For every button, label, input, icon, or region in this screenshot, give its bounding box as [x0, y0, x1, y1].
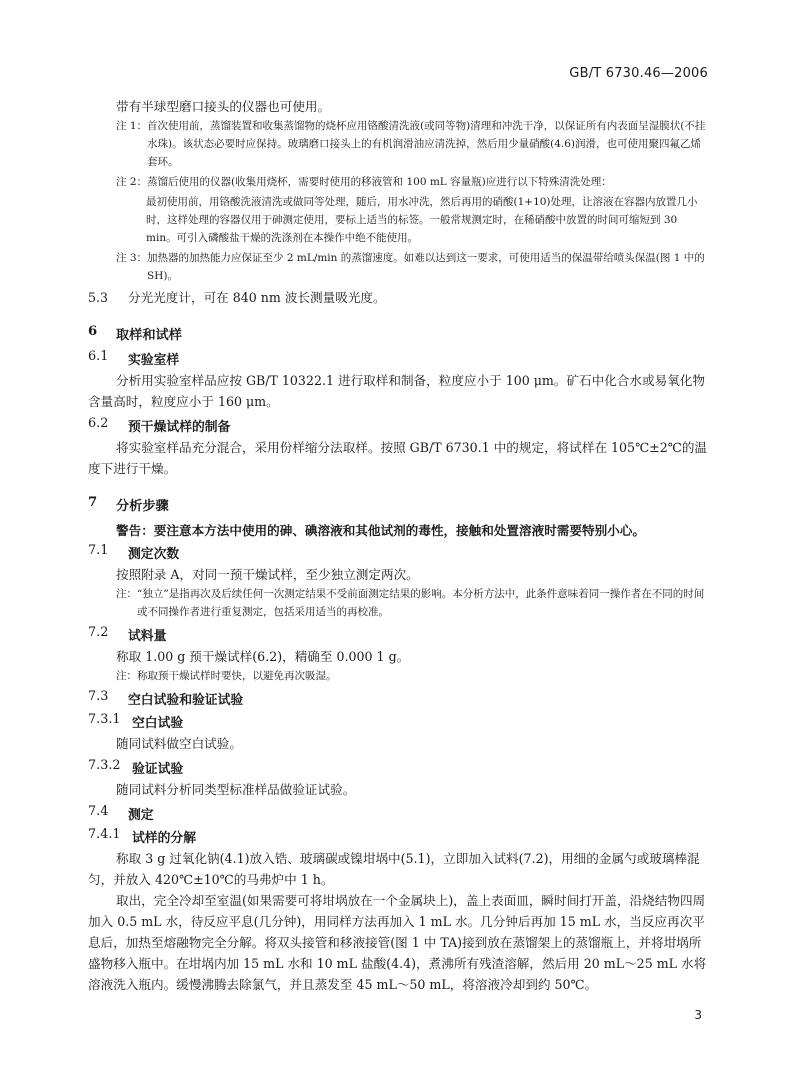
- section-number: 6: [88, 324, 98, 339]
- section-6-heading: [88, 324, 708, 343]
- section-number: 7.4.1: [88, 827, 121, 842]
- section-7-3-2-heading: [88, 758, 708, 777]
- section-6-2-body: 将实验室样品充分混合，采用份样缩分法取样。按照 GB/T 6730.1 中的规定，将试样在 105℃±2℃的温度下进行干燥。: [88, 440, 708, 476]
- note-1: [88, 117, 708, 171]
- section-text: 分光光度计，可在 840 nm 波长测量吸光度。: [128, 290, 386, 305]
- section-7-4-heading: [88, 804, 708, 823]
- note-text: 称取预干燥试样时要快，以避免再次吸湿。: [137, 670, 337, 682]
- section-number: 7.3.2: [88, 758, 121, 773]
- section-title: 测定: [128, 808, 154, 823]
- standard-code-header: GB/T 6730.46—2006: [569, 66, 708, 81]
- section-number: 7: [88, 495, 98, 510]
- intro-paragraph: 带有半球型磨口接头的仪器也可使用。: [116, 99, 331, 114]
- section-title: 验证试验: [132, 762, 184, 777]
- section-title: 取样和试样: [116, 328, 182, 343]
- section-7-2-body: 称取 1.00 g 预干燥试样(6.2)，精确至 0.000 1 g。: [116, 649, 410, 664]
- note-text: “独立”是指再次及后续任何一次测定结果不受前面测定结果的影响。本分析方法中，此条件意味着同一操作者在不同的时间或不同操作者进行重复测定，包括采用适当的再校准。: [137, 588, 705, 618]
- section-7-2-heading: [88, 625, 708, 644]
- section-7-4-1-paragraph-2: 取出，完全冷却至室温(如果需要可将坩埚放在一个金属块上)，盖上表面皿，瞬时间打开盖，沿烧结物四周加入 0.5 mL 水，待反应平息(几分钟)，用同样方法再加入 1 mL 水。几分钟后再加 15 mL 水，当反应再次平息后，加热至熔融物完全分解。将双头接管和移液接管(图 1 中 TA)接到放在蒸馏架上的蒸馏瓶上，并将坩埚所盛物移入瓶中。在坩埚内加 15 mL 水和 10 mL 盐酸(4.4)，煮沸所有残渣溶解，然后用 20 mL～25 mL 水将溶液洗入瓶内。缓慢沸腾去除氯气，并且蒸发至 45 mL～50 mL，将溶液冷却到约 50℃。: [88, 893, 707, 992]
- section-title: 空白试验和验证试验: [128, 693, 244, 708]
- section-7-3-1-heading: [88, 712, 708, 731]
- section-number: 7.4: [88, 804, 109, 819]
- note-7-2: [88, 667, 708, 685]
- section-title: 测定次数: [128, 547, 180, 562]
- section-7-3-heading: [88, 689, 708, 708]
- section-title: 试料量: [128, 629, 167, 644]
- warning-text: 警告：要注意本方法中使用的砷、碘溶液和其他试剂的毒性，接触和处置溶液时需要特别小心。: [116, 523, 645, 538]
- section-7-4-1-heading: [88, 827, 708, 846]
- note-label: 注：: [116, 588, 137, 600]
- section-title: 分析步骤: [116, 499, 169, 514]
- section-6-1-heading: [88, 349, 708, 368]
- section-title: 实验室样: [128, 353, 180, 368]
- section-number: 7.2: [88, 625, 109, 640]
- note-2: [88, 173, 708, 191]
- section-title: 预干燥试样的制备: [128, 420, 231, 435]
- section-title: 试样的分解: [132, 831, 196, 846]
- page-number: 3: [694, 1008, 702, 1022]
- section-title: 空白试验: [132, 716, 184, 731]
- section-number: 7.3.1: [88, 712, 121, 727]
- section-6-2-heading: [88, 416, 708, 435]
- note-text: 加热器的加热能力应保证至少 2 mL/min 的蒸馏速度。如难以达到这一要求，可使用适当的保温带给喷头保温(图 1 中的 SH)。: [147, 252, 705, 282]
- section-number: 5.3: [88, 290, 109, 305]
- section-7-3-2-body: 随同试料分析同类型标准样品做验证试验。: [116, 782, 356, 797]
- note-label: 注 2：: [116, 176, 148, 188]
- section-number: 7.3: [88, 689, 109, 704]
- note-text: 首次使用前，蒸馏装置和收集蒸馏物的烧杯应用铬酸清洗液(或同等物)清理和冲洗干净，以保证所有内表面呈湿膜状(不挂水珠)。该状态必要时应保持。玻璃磨口接头上的有机润滑油应清洗掉，然后用少量硝酸(4.6)润滑，也可使用聚四氟乙烯套环。: [147, 120, 706, 168]
- section-number: 6.1: [88, 349, 109, 364]
- note-3: [88, 249, 708, 285]
- section-5-3: [88, 287, 708, 308]
- section-7-1-heading: [88, 543, 708, 562]
- section-7-1-body: 按照附录 A，对同一预干燥试样，至少独立测定两次。: [116, 567, 419, 582]
- section-7-heading: [88, 495, 708, 514]
- page-content: [88, 96, 708, 995]
- note-text: 蒸馏后使用的仪器(收集用烧杯，需要时使用的移液管和 100 mL 容量瓶)应进行以下特殊清洗处理：: [147, 176, 612, 188]
- section-7-3-1-body: 随同试料做空白试验。: [116, 736, 242, 751]
- note-label: 注 3：: [116, 252, 148, 264]
- note-2-continuation: 最初使用前，用铬酸洗液清洗或做同等处理，随后，用水冲洗，然后再用的硝酸(1+10)处理，让溶液在容器内放置几小时，这样处理的容器仅用于砷测定使用，要标上适当的标签。一般常规测定时，在稀硝酸中放置的时间可缩短到 30 min。可引入磷酸盐干燥的洗涤剂在本操作中绝不能使用。: [146, 196, 698, 244]
- section-6-1-body: 分析用实验室样品应按 GB/T 10322.1 进行取样和制备，粒度应小于 100 μm。矿石中化合水或易氧化物含量高时，粒度应小于 160 μm。: [88, 373, 705, 409]
- section-7-4-1-paragraph-1: 称取 3 g 过氧化钠(4.1)放入锆、玻璃碳或镍坩埚中(5.1)，立即加入试料(7.2)，用细的金属勺或玻璃棒混匀，并放入 420℃±10℃的马弗炉中 1 h。: [88, 851, 700, 887]
- note-7-1: [88, 585, 708, 621]
- note-label: 注：: [116, 670, 137, 682]
- section-number: 7.1: [88, 543, 109, 558]
- section-number: 6.2: [88, 416, 109, 431]
- note-label: 注 1：: [116, 120, 148, 132]
